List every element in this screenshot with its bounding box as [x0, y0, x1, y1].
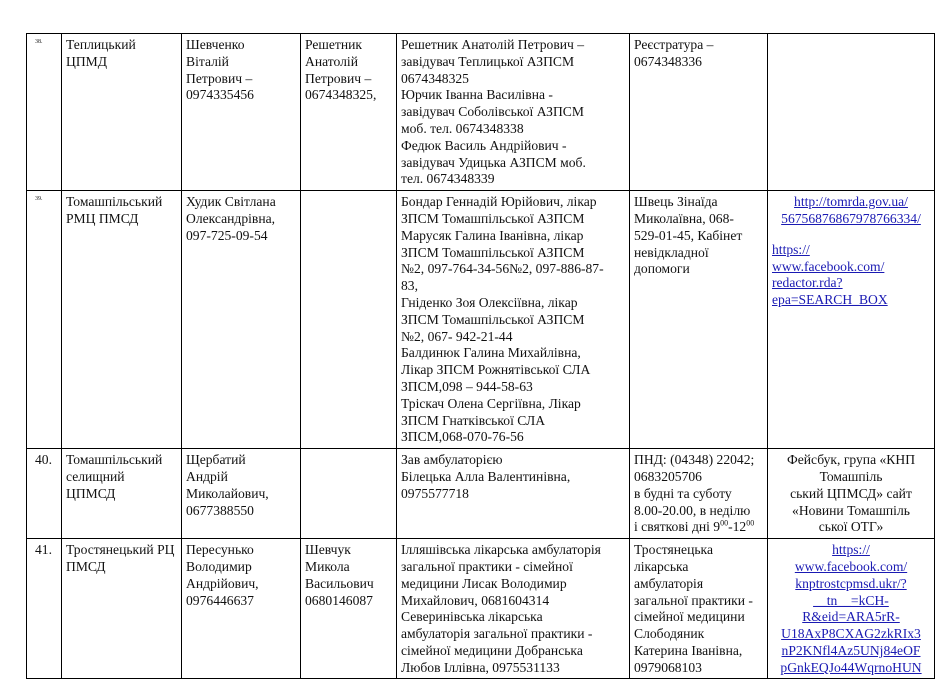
director-cell: Щербатий Андрій Миколайович, 0677388550	[182, 449, 301, 539]
institution-cell: Теплицький ЦПМД	[62, 34, 182, 191]
row-number: 38.	[27, 34, 62, 191]
contacts-cell: Зав амбулаторією Білецька Алла Валентинівна, 0975577718	[397, 449, 630, 539]
institution-cell: Тростянецький РЦ ПМСД	[62, 539, 182, 679]
hotline-cell: Швець Зінаїда Миколаївна, 068- 529-01-45, Кабінет невідкладної допомоги	[630, 191, 768, 449]
web-cell: Фейсбук, група «КНП Томашпіль ський ЦПМСД» сайт «Новини Томашпіль ської ОТГ»	[768, 449, 935, 539]
facebook-link[interactable]: https:// www.facebook.com/ knptrostcpmsd.ukr/? __tn__=kCH- R&eid=ARA5rR- U18AxP8CXAG2zkRIx3 nP2KNfl4Az5UNj84eOF pGnkEQJo44WqrnoHUN	[780, 542, 922, 675]
table-row	[27, 539, 935, 679]
deputy-cell	[301, 449, 397, 539]
row-number: 41.	[27, 539, 62, 679]
contacts-cell: Ілляшівська лікарська амбулаторія загальної практики - сімейної медицини Лисак Володимир Михайлович, 0681604314 Северинівська лікарська амбулаторія загальної практики - сімейної медицини Добранська Любов Іллівна, 0975531133	[397, 539, 630, 679]
institution-cell: Томашпільський РМЦ ПМСД	[62, 191, 182, 449]
row-number: 40.	[27, 449, 62, 539]
deputy-cell	[301, 191, 397, 449]
contacts-cell: Бондар Геннадій Юрійович, лікар ЗПСМ Томашпільської АЗПСМ Маруcяк Галина Іванівна, лікар ЗПСМ Томашпільської АЗПСМ №2, 097-764-34-56№2, 097-886-87- 83, Гніденко Зоя Олексіївна, лікар ЗПСМ Томашпільської АЗПСМ №2, 067- 942-21-44 Балдинюк Галина Михайлівна, Лікар ЗПСМ Рожнятівської СЛА ЗПСМ,098 – 944-58-63 Тріскач Олена Сергіївна, Лікар ЗПСМ Гнатківської СЛА ЗПСМ,068-070-76-56	[397, 191, 630, 449]
table-row	[27, 34, 935, 191]
web-cell	[768, 34, 935, 191]
deputy-cell: Шевчук Микола Васильович 0680146087	[301, 539, 397, 679]
hotline-cell: ПНД: (04348) 22042; 0683205706 в будні та суботу 8.00-20.00, в неділю і святкові дні $9^{00}-12^{00}$	[630, 449, 768, 539]
row-number: 39.	[27, 191, 62, 449]
holiday-hours: і святкові дні $9^{00}-12^{00}$	[634, 518, 755, 535]
table-row	[27, 449, 935, 539]
director-cell: Шевченко Віталій Петрович – 0974335456	[182, 34, 301, 191]
tomrda-link[interactable]: http://tomrda.gov.ua/ 5675687686797876633​4/	[781, 194, 921, 226]
deputy-cell: Решетник Анатолій Петрович – 0674348325,	[301, 34, 397, 191]
contacts-table	[26, 33, 935, 679]
web-cell	[768, 191, 935, 449]
table-row	[27, 191, 935, 449]
hotline-cell: Тростянецька лікарська амбулаторія загальної практики - сімейної медицини Слободяник Катерина Іванівна, 0979068103	[630, 539, 768, 679]
director-cell: Худик Світлана Олександрівна, 097-725-09-54	[182, 191, 301, 449]
web-cell	[768, 539, 935, 679]
hotline-cell: Реєстратура – 0674348336	[630, 34, 768, 191]
contacts-cell: Решетник Анатолій Петрович – завідувач Теплицької АЗПСМ 0674348325 Юрчик Іванна Василівна - завідувач Соболівської АЗПСМ моб. тел. 0674348338 Федюк Василь Андрійович - завідувач Удицька АЗПСМ моб. тел. 0674348339	[397, 34, 630, 191]
facebook-link[interactable]: https:// www.facebook.com/ redactor.rda? epa=SEARCH_BOX	[772, 241, 888, 308]
institution-cell: Томашпільський селищний ЦПМСД	[62, 449, 182, 539]
director-cell: Пересунько Володимир Андрійович, 0976446637	[182, 539, 301, 679]
